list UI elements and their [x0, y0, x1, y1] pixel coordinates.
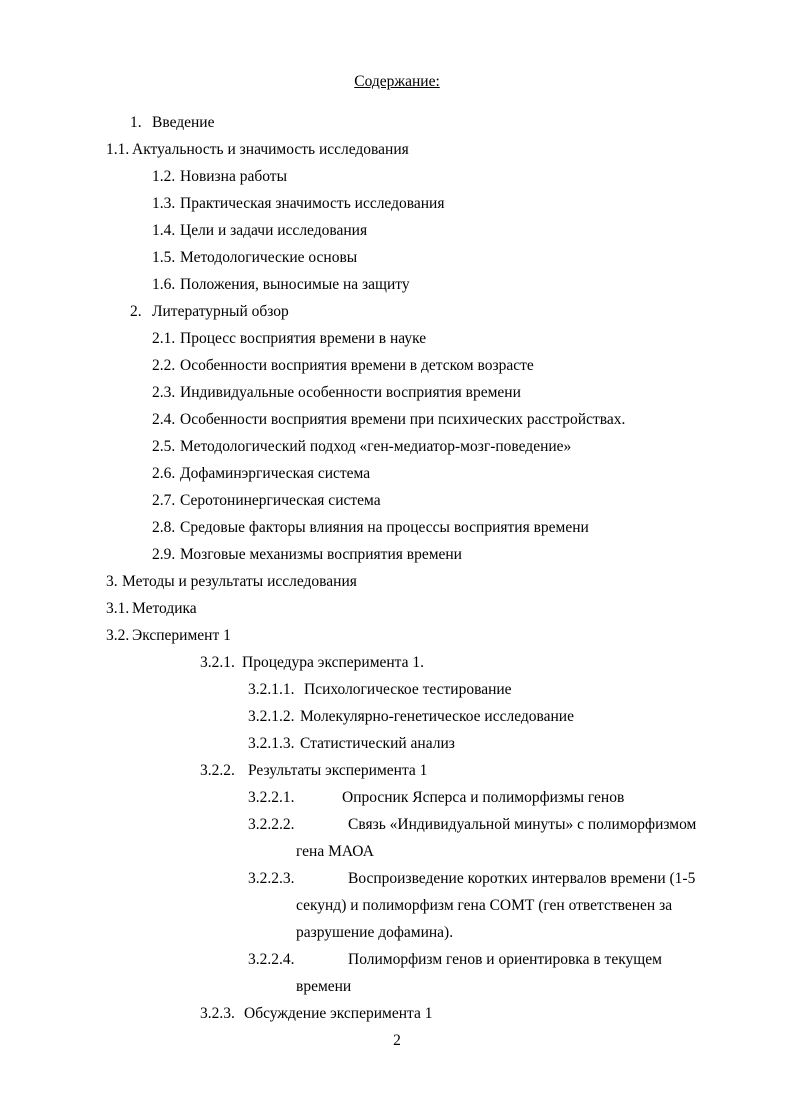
- toc-entry: [200, 1004, 432, 1024]
- toc-entry: [248, 707, 574, 727]
- toc-text: Новизна работы: [180, 168, 287, 185]
- toc-number: 1.1.: [106, 141, 130, 158]
- toc-text: Методологический подход «ген-медиатор-мозг-поведение»: [180, 438, 572, 455]
- toc-text: Литературный обзор: [152, 303, 289, 320]
- toc-entry-continuation: [296, 842, 374, 862]
- toc-number: 2.4.: [152, 411, 176, 428]
- toc-number: 1.2.: [152, 168, 176, 185]
- toc-number: 2.6.: [152, 465, 176, 482]
- toc-text: секунд) и полиморфизм гена СОМТ (ген ответственен за: [296, 897, 673, 914]
- toc-number: 2.1.: [152, 330, 176, 347]
- toc-entry: [200, 761, 427, 781]
- toc-text: Обсуждение эксперимента 1: [244, 1005, 433, 1022]
- toc-number: 3.1.: [106, 600, 130, 617]
- toc-entry: [106, 140, 409, 160]
- toc-entry: [152, 167, 287, 187]
- toc-number: 3.: [106, 573, 118, 590]
- toc-number: 2.: [130, 303, 142, 320]
- toc-text: Процедура эксперимента 1.: [242, 654, 425, 671]
- toc-number: 3.2.1.3.: [248, 735, 295, 752]
- toc-text: Методологические основы: [180, 249, 358, 266]
- toc-number: 2.8.: [152, 519, 176, 536]
- toc-entry: [130, 113, 214, 133]
- toc-text: Положения, выносимые на защиту: [180, 276, 410, 293]
- toc-entry: [248, 680, 512, 700]
- page-number: 2: [393, 1032, 401, 1049]
- toc-entry: [152, 275, 410, 295]
- toc-number: 3.2.2.4.: [248, 951, 295, 968]
- page-title: Содержание:: [354, 73, 440, 90]
- toc-number: 2.2.: [152, 357, 176, 374]
- toc-text: времени: [296, 978, 352, 995]
- toc-text: Результаты эксперимента 1: [248, 762, 428, 779]
- toc-entry: [152, 437, 571, 457]
- toc-entry: [152, 410, 625, 430]
- toc-text: Серотонинергическая система: [180, 492, 381, 509]
- toc-number: 1.5.: [152, 249, 176, 266]
- toc-text: Средовые факторы влияния на процессы восприятия времени: [180, 519, 589, 536]
- toc-text: разрушение дофамина).: [296, 924, 454, 941]
- toc-text: Молекулярно-генетическое исследование: [300, 708, 574, 725]
- toc-entry: [152, 221, 367, 241]
- toc-number: 3.2.3.: [200, 1005, 235, 1022]
- toc-entry: [248, 950, 662, 970]
- toc-text: Эксперимент 1: [132, 627, 231, 644]
- toc-number: 3.2.1.1.: [248, 681, 295, 698]
- toc-text: Процесс восприятия времени в науке: [180, 330, 427, 347]
- toc-text: Мозговые механизмы восприятия времени: [180, 546, 462, 563]
- toc-text: Методы и результаты исследования: [122, 573, 357, 590]
- toc-text: Особенности восприятия времени в детском возрасте: [180, 357, 534, 374]
- toc-number: 3.2.: [106, 627, 130, 644]
- toc-entry: [152, 518, 589, 538]
- toc-number: 3.2.1.2.: [248, 708, 295, 725]
- toc-entry: [200, 653, 424, 673]
- toc-entry-continuation: [296, 977, 351, 997]
- toc-entry: [152, 545, 462, 565]
- toc-text: Методика: [132, 600, 197, 617]
- toc-text: Практическая значимость исследования: [180, 195, 445, 212]
- toc-text: Статистический анализ: [300, 735, 455, 752]
- toc-entry: [152, 464, 370, 484]
- toc-entry: [152, 356, 534, 376]
- toc-number: 2.3.: [152, 384, 176, 401]
- toc-number: 1.: [130, 114, 142, 131]
- toc-entry: [152, 329, 426, 349]
- toc-entry-continuation: [296, 923, 453, 943]
- toc-text: Психологическое тестирование: [304, 681, 512, 698]
- toc-text: Опросник Ясперса и полиморфизмы генов: [342, 789, 625, 806]
- toc-text: Дофаминэргическая система: [180, 465, 371, 482]
- toc-number: 1.4.: [152, 222, 176, 239]
- toc-entry: [106, 599, 197, 619]
- toc-entry: [106, 626, 231, 646]
- toc-entry: [152, 491, 381, 511]
- toc-entry: [152, 383, 521, 403]
- toc-entry: [106, 572, 357, 592]
- toc-number: 2.7.: [152, 492, 176, 509]
- toc-text: гена МАОА: [296, 843, 374, 860]
- toc-entry-continuation: [296, 896, 672, 916]
- toc-entry: [248, 788, 624, 808]
- toc-entry: [248, 734, 455, 754]
- toc-entry: [152, 248, 357, 268]
- toc-number: 1.3.: [152, 195, 176, 212]
- toc-number: 1.6.: [152, 276, 176, 293]
- toc-text: Особенности восприятия времени при психических расстройствах.: [180, 411, 626, 428]
- toc-entry: [248, 815, 696, 835]
- toc-text: Связь «Индивидуальной минуты» с полиморфизмом: [348, 816, 697, 833]
- toc-text: Цели и задачи исследования: [180, 222, 368, 239]
- toc-entry: [248, 869, 695, 889]
- toc-number: 3.2.2.2.: [248, 816, 295, 833]
- toc-number: 3.2.2.: [200, 762, 235, 779]
- toc-text: Актуальность и значимость исследования: [132, 141, 409, 158]
- toc-number: 3.2.2.1.: [248, 789, 295, 806]
- toc-text: Воспроизведение коротких интервалов времени (1-5: [348, 870, 696, 887]
- toc-entry: [130, 302, 289, 322]
- toc-entry: [152, 194, 444, 214]
- toc-number: 2.5.: [152, 438, 176, 455]
- toc-text: Введение: [152, 114, 215, 131]
- toc-text: Индивидуальные особенности восприятия времени: [180, 384, 521, 401]
- toc-number: 3.2.1.: [200, 654, 235, 671]
- toc-text: Полиморфизм генов и ориентировка в текущем: [348, 951, 662, 968]
- toc-number: 3.2.2.3.: [248, 870, 295, 887]
- toc-number: 2.9.: [152, 546, 176, 563]
